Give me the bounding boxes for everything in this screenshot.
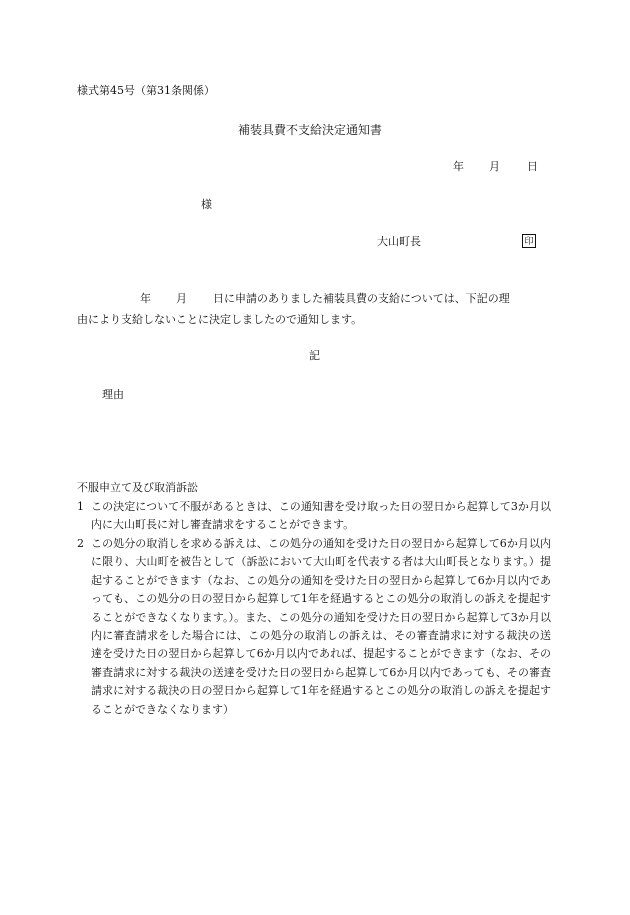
date-day: 日 <box>527 160 538 173</box>
appeal-item-text: この決定について不服があるときは、この通知書を受け取った日の翌日から起算して3か月以内に大山町長に対し審査請求をすることができます。 <box>91 500 551 532</box>
date-month: 月 <box>489 160 500 173</box>
issuer-name: 大山町長 <box>377 235 421 248</box>
form-number: 様式第45号（第31条関係） <box>77 84 215 97</box>
document-title: 補装具費不支給決定通知書 <box>238 123 383 137</box>
appeal-item <box>77 535 551 719</box>
date-year: 年 <box>453 160 464 173</box>
reason-label: 理由 <box>102 388 124 401</box>
appeal-item <box>77 498 551 535</box>
seal-stamp: 印 <box>522 234 536 248</box>
appeal-item-number: 1 <box>77 500 84 513</box>
appeal-item-number: 2 <box>77 537 84 550</box>
appeal-item-text: この処分の取消しを求める訴えは、この処分の通知を受けた日の翌日から起算して6か月以内に限り、大山町を被告として（訴訟において大山町を代表する者は大山町長となります。）提起することができます（なお、この処分の通知を受けた日の翌日から起算して6か月以内であっても、この処分の日の翌日から起算して1年を経過するとこの処分の取消しの訴えを提起することができなくなります。）。また、この処分の通知を受けた日の翌日から起算して3か月以内に審査請求をした場合には、この処分の取消しの訴えは、その審査請求に対する裁決の送達を受けた日の翌日から起算して6か月以内であれば、提起することができます（なお、その審査請求に対する裁決の送達を受けた日の翌日から起算して6か月以内であっても、その審査請求に対する裁決の日の翌日から起算して1年を経過するとこの処分の取消しの訴えを提起することができなくなります） <box>91 537 551 716</box>
appeal-heading: 不服申立て及び取消訴訟 <box>77 481 198 494</box>
body-month: 月 <box>176 292 187 305</box>
body-year: 年 <box>140 292 151 305</box>
body-text-first: 日に申請のありました補装具費の支給については、下記の理 <box>213 292 510 305</box>
ki-marker: 記 <box>309 349 320 362</box>
body-text-second: 由により支給しないことに決定しましたので通知します。 <box>77 313 363 326</box>
addressee-suffix: 様 <box>201 198 212 211</box>
